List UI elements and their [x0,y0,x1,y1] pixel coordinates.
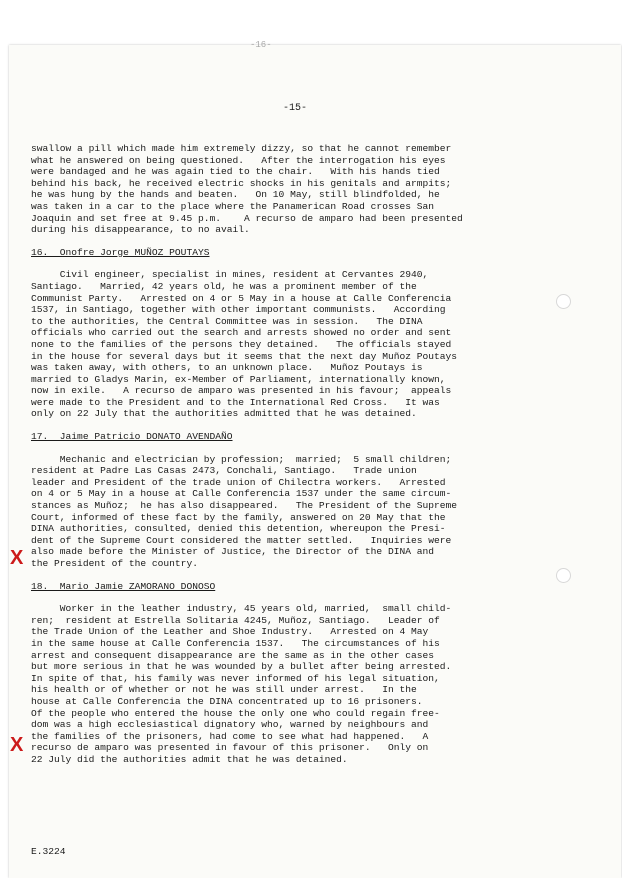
text-line: was taken in a car to the place where the Panamerican Road crosses San [31,200,435,212]
punch-hole [556,294,571,309]
text-line: In spite of that, his family was never informed of his legal situation, [31,672,440,684]
text-line: dent of the Supreme Court considered the matter settled. Inquiries were [31,534,452,546]
text-line: Communist Party. Arrested on 4 or 5 May in a house at Calle Conferencia [31,292,452,304]
text-line: 22 July did the authorities admit that he was detained. [31,753,348,765]
text-line: stances as Muñoz; he has also disappeared. The President of the Supreme [31,500,458,512]
text-line: what he answered on being questioned. After the interrogation his eyes [31,154,446,166]
text-line: Worker in the leather industry, 45 years old, married, small child- [31,603,452,615]
section-heading: 18. Mario Jamie ZAMORANO DONOSO [31,580,216,592]
text-line: recurso de amparo was presented in favour of this prisoner. Only on [31,742,429,754]
section-18 [31,581,476,766]
text-line: Mechanic and electrician by profession; married; 5 small children; [31,453,452,465]
text-line: house at Calle Conferencia the DINA concentrated up to 16 prisoners. [31,695,423,707]
text-line: in the same house at Calle Conferencia 1537. The circumstances of his [31,637,440,649]
text-line: also made before the Minister of Justice, the Director of the DINA and [31,546,435,558]
section-17 [31,431,476,570]
text-line: swallow a pill which made him extremely dizzy, so that he cannot remember [31,143,452,154]
text-line: during his disappearance, to no avail. [31,224,250,236]
text-line: Joaquin and set free at 9.45 p.m. A recurso de amparo had been presented [31,212,463,224]
text-line: none to the families of the persons they detained. The officials stayed [31,338,452,350]
page-number: -15- [283,103,308,114]
document-reference: E.3224 [31,846,66,857]
text-line: only on 22 July that the authorities admitted that he was detained. [31,408,417,420]
section-heading: 17. Jaime Patricio DONATO AVENDAÑO [31,431,233,443]
text-line: Civil engineer, specialist in mines, resident at Cervantes 2940, [31,269,429,281]
section-heading: 16. Onofre Jorge MUÑOZ POUTAYS [31,246,210,258]
text-line: resident at Padre Las Casas 2473, Conchali, Santiago. Trade union [31,465,417,477]
text-line: arrest and consequent disappearance are the same as in the other cases [31,649,435,661]
text-line: dom was a high ecclesiastical dignatory who, warned by neighbours and [31,719,429,731]
text-line: leader and President of the trade union of Chilectra workers. Arrested [31,476,446,488]
text-line: he was hung by the hands and beaten. On 10 May, still blindfolded, he [31,189,440,201]
text-line: married to Gladys Marin, ex-Member of Parliament, internationally known, [31,373,446,385]
text-line: Of the people who entered the house the only one who could regain free- [31,707,440,719]
text-line: to the authorities, the Central Committee was in session. The DINA [31,315,423,327]
punch-hole [556,568,571,583]
text-line: behind his back, he received electric shocks in his genitals and armpits; [31,177,452,189]
section-16 [31,247,476,420]
text-line: the families of the prisoners, had come to see what had happened. A [31,730,429,742]
text-line: were made to the President and to the International Red Cross. It was [31,396,440,408]
text-line: the Trade Union of the Leather and Shoe Industry. Arrested on 4 May [31,626,429,638]
text-line: were bandaged and he was again tied to the chair. With his hands tied [31,166,440,178]
text-line: Court, informed of these fact by the family, answered on 20 May that the [31,511,446,523]
text-line: now in exile. A recurso de amparo was presented in his favour; appeals [31,385,452,397]
text-line: was taken away, with others, to an unknown place. Muñoz Poutays is [31,362,423,374]
document-body [31,143,476,766]
text-line: officials who carried out the search and arrests showed no order and sent [31,327,452,339]
margin-mark: X [10,734,24,756]
text-line: ren; resident at Estrella Solitaria 4245, Muñoz, Santiago. Leader of [31,614,440,626]
text-line: DINA authorities, consulted, denied this detention, whereupon the Presi- [31,523,446,535]
intro-paragraph [31,143,476,236]
text-line: the President of the country. [31,558,198,569]
text-line: 1537, in Santiago, together with other important communists. According [31,304,446,316]
text-line: on 4 or 5 May in a house at Calle Conferencia 1537 under the same circum- [31,488,452,500]
text-line: but more serious in that he was wounded by a bullet after being arrested. [31,661,452,673]
text-line: Santiago. Married, 42 years old, he was a prominent member of the [31,280,417,292]
text-line: his health or of whether or not he was still under arrest. In the [31,684,417,696]
text-line: in the house for several days but it seems that the next day Muñoz Poutays [31,350,458,362]
faint-page-number: -16- [250,40,272,50]
margin-mark: X [10,547,24,569]
